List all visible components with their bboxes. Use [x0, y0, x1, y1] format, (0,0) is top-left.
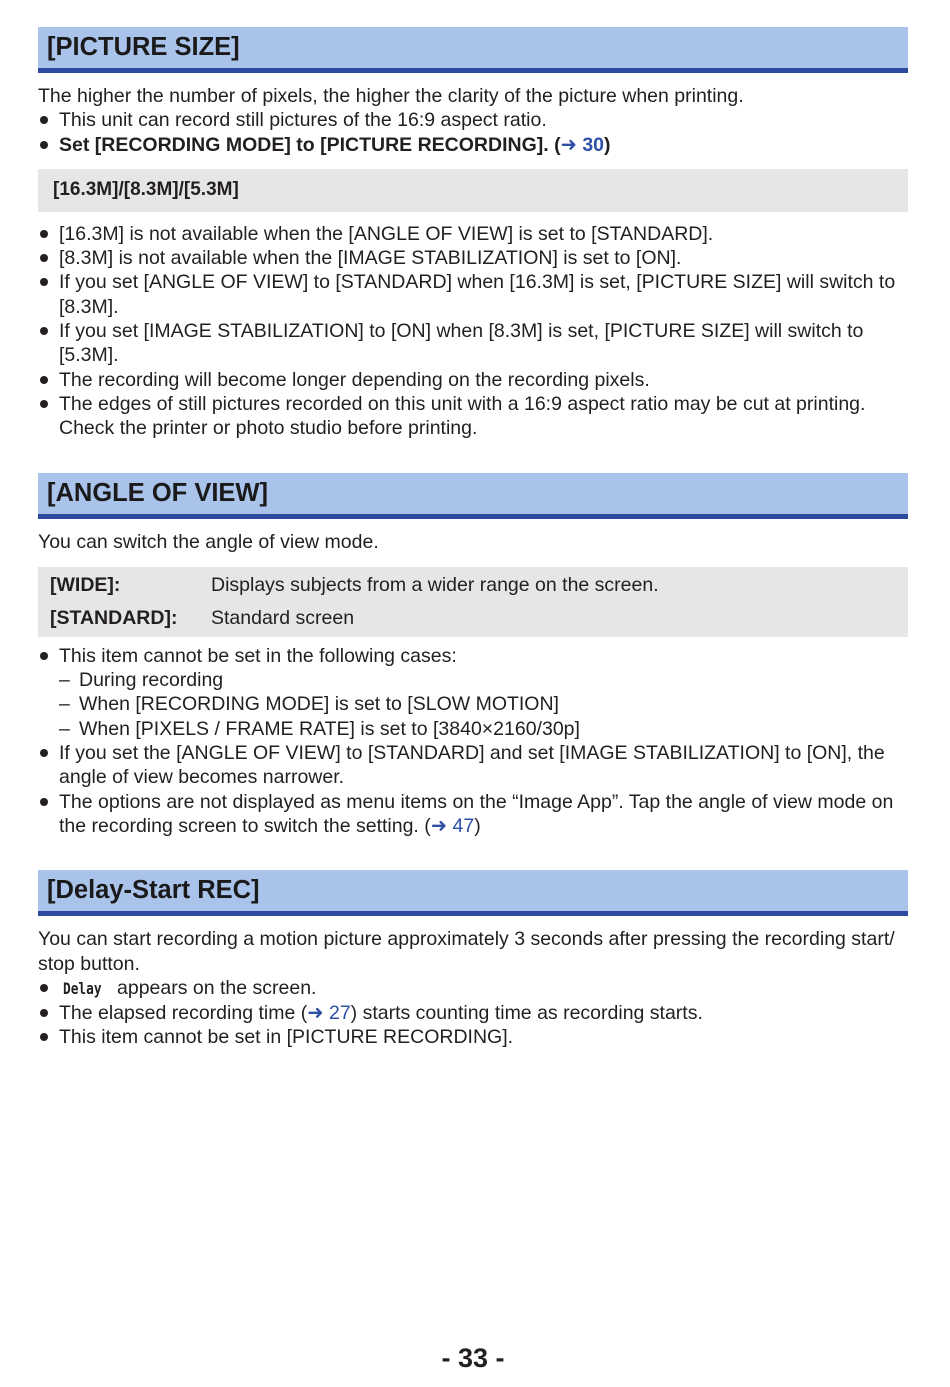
- note-list: [38, 108, 908, 157]
- dash-marker: –: [59, 717, 70, 740]
- note-item: This unit can record still pictures of the 16:9 aspect ratio.: [38, 108, 908, 132]
- page-reference-link[interactable]: ➜ 47: [430, 814, 475, 837]
- list-item: [38, 976, 908, 1001]
- list-item: If you set [IMAGE STABILIZATION] to [ON] when [8.3M] is set, [PICTURE SIZE] will switch to [5.3M].: [38, 319, 908, 368]
- note-item: [38, 133, 908, 157]
- bullet-list: [38, 976, 908, 1050]
- bullet-list: [38, 222, 908, 441]
- page-reference-link[interactable]: ➜ 27: [307, 1002, 351, 1025]
- list-item: If you set the [ANGLE OF VIEW] to [STANDARD] and set [IMAGE STABILIZATION] to [ON], the angle of view becomes narrower.: [38, 741, 908, 790]
- list-item: The edges of still pictures recorded on this unit with a 16:9 aspect ratio may be cut at printing. Check the printer or photo studio before printing.: [38, 392, 908, 441]
- item-text: ): [474, 814, 481, 837]
- option-description: Displays subjects from a wider range on the screen.: [211, 573, 659, 596]
- case-text: When [PIXELS / FRAME RATE] is set to [3840×2160/30p]: [79, 717, 580, 740]
- option-key: [STANDARD]:: [50, 606, 178, 629]
- section-delay-start-rec: [38, 870, 908, 1049]
- sub-list-item: [38, 717, 908, 741]
- delay-icon: Delay: [63, 978, 102, 998]
- sub-list-item: [38, 668, 908, 692]
- manual-page: [38, 27, 908, 1050]
- section-intro: You can switch the angle of view mode.: [38, 530, 379, 553]
- item-text: The elapsed recording time (: [59, 1002, 308, 1025]
- item-text: appears on the screen.: [117, 976, 317, 999]
- list-item: This item cannot be set in the following cases:: [38, 644, 908, 668]
- list-item: [38, 790, 908, 839]
- list-item: [38, 1001, 908, 1025]
- options-table: [38, 567, 908, 637]
- list-item: The recording will become longer depending on the recording pixels.: [38, 368, 908, 392]
- table-row: [50, 602, 908, 635]
- dash-marker: –: [59, 669, 70, 692]
- section-picture-size: [38, 27, 908, 441]
- bullet-list: [38, 644, 908, 838]
- list-item: [16.3M] is not available when the [ANGLE OF VIEW] is set to [STANDARD].: [38, 222, 908, 246]
- section-title: [PICTURE SIZE]: [38, 27, 908, 73]
- case-text: During recording: [79, 669, 224, 692]
- note-text: Set [RECORDING MODE] to [PICTURE RECORDING]. (: [59, 133, 561, 156]
- dash-marker: –: [59, 693, 70, 716]
- option-description: Standard screen: [211, 606, 355, 629]
- option-key: [WIDE]:: [50, 573, 121, 596]
- item-text: The options are not displayed as menu items on the “Image App”. Tap the angle of view mode on the recording screen to switch the setting. (: [59, 790, 894, 837]
- case-text: When [RECORDING MODE] is set to [SLOW MOTION]: [79, 693, 559, 716]
- section-intro: The higher the number of pixels, the higher the clarity of the picture when printing.: [38, 85, 744, 107]
- section-title: [ANGLE OF VIEW]: [38, 473, 908, 519]
- item-text: ) starts counting time as recording starts.: [350, 1002, 703, 1025]
- note-text: ): [604, 133, 611, 156]
- list-item: This item cannot be set in [PICTURE RECORDING].: [38, 1025, 908, 1049]
- page-reference-link[interactable]: ➜ 30: [560, 133, 605, 156]
- list-item: If you set [ANGLE OF VIEW] to [STANDARD] when [16.3M] is set, [PICTURE SIZE] will switch to [8.3M].: [38, 270, 908, 319]
- list-item: [8.3M] is not available when the [IMAGE STABILIZATION] is set to [ON].: [38, 246, 908, 270]
- sub-list-item: [38, 692, 908, 716]
- page-number: - 33 -: [441, 1343, 505, 1373]
- section-title: [Delay-Start REC]: [38, 870, 908, 916]
- section-angle-of-view: [38, 473, 908, 839]
- table-row: [50, 569, 908, 602]
- section-intro: You can start recording a motion picture approximately 3 seconds after pressing the recording start/ stop button.: [38, 928, 895, 975]
- option-subheading: [16.3M]/[8.3M]/[5.3M]: [38, 169, 908, 212]
